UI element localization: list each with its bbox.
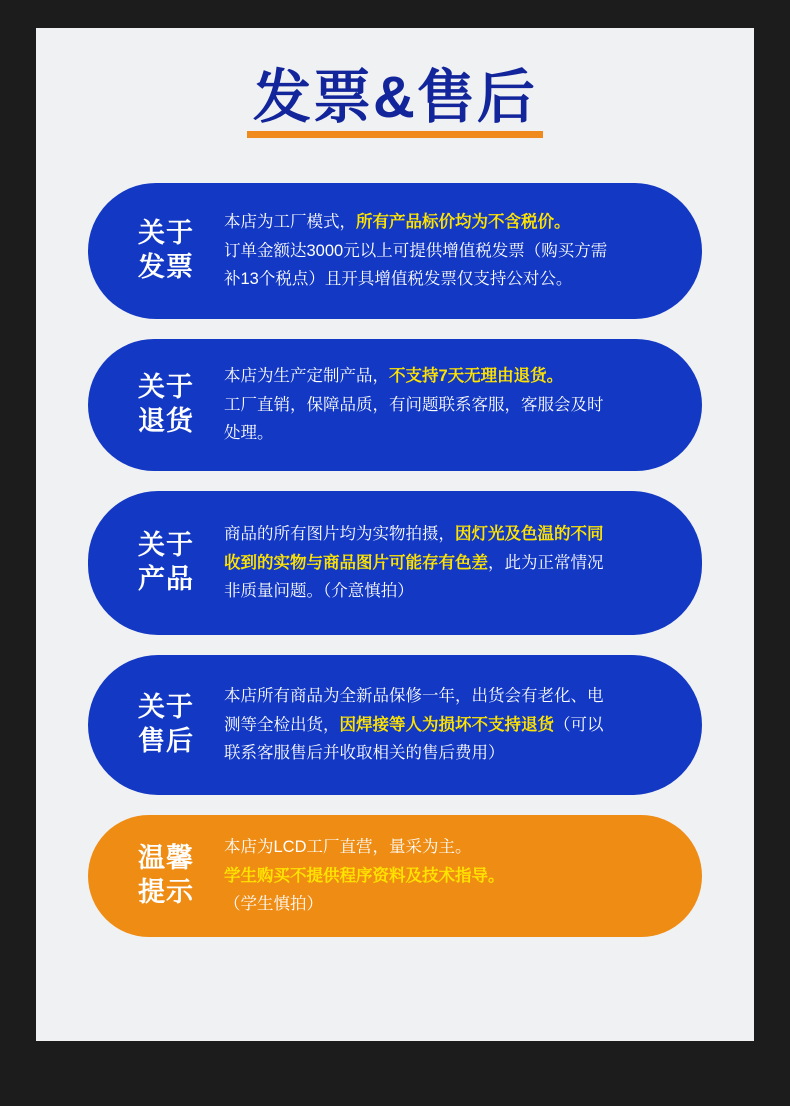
section-row <box>88 815 702 937</box>
body-run: 不支持7天无理由退货。 <box>389 367 564 386</box>
body-run: 本店所有商品为全新品保修一年，出货会有老化、电 <box>224 687 604 706</box>
body-run: 处理。 <box>224 424 274 443</box>
section-row <box>88 655 702 795</box>
section-label-line1: 关于 <box>138 530 194 561</box>
section-label <box>114 371 218 439</box>
body-run: 因灯光及色温的不同 <box>455 525 604 544</box>
section-label <box>114 529 218 597</box>
section-label-line2: 提示 <box>138 877 194 907</box>
page-title-wrap <box>36 65 754 138</box>
section-label-line2: 售后 <box>138 726 194 756</box>
page-title: 发票&售后 <box>247 68 543 138</box>
body-line <box>224 711 676 739</box>
body-run: 本店为生产定制产品， <box>224 367 389 386</box>
section-label-line1: 温馨 <box>138 843 194 874</box>
body-line <box>224 419 676 447</box>
section-list <box>88 183 702 957</box>
section-label-line2: 发票 <box>138 252 194 282</box>
section-body <box>218 682 678 767</box>
body-run: 测等全检出货， <box>224 715 340 734</box>
body-line <box>224 833 676 861</box>
section-label-line1: 关于 <box>138 218 194 249</box>
section-body <box>218 520 678 605</box>
body-run: 本店为工厂模式， <box>224 213 356 232</box>
content-card <box>36 28 754 1041</box>
body-line <box>224 520 676 548</box>
body-run: 本店为LCD工厂直营，量采为主。 <box>224 838 472 857</box>
body-line <box>224 265 676 293</box>
body-line <box>224 208 676 236</box>
body-line <box>224 890 676 918</box>
body-run: 工厂直销，保障品质，有问题联系客服，客服会及时 <box>224 395 604 414</box>
body-run: 收到的实物与商品图片可能存有色差 <box>224 553 488 572</box>
section-row <box>88 183 702 319</box>
section-label-line2: 产品 <box>138 564 194 594</box>
section-row <box>88 491 702 635</box>
section-label-line1: 关于 <box>138 692 194 723</box>
body-line <box>224 862 676 890</box>
body-line <box>224 577 676 605</box>
body-run: ，此为正常情况 <box>488 553 604 572</box>
section-label <box>114 842 218 910</box>
body-line <box>224 549 676 577</box>
section-body <box>218 833 678 918</box>
body-line <box>224 682 676 710</box>
body-run: （可以 <box>554 715 604 734</box>
body-run: （学生慎拍） <box>224 895 323 914</box>
body-run: 联系客服售后并收取相关的售后费用） <box>224 744 505 763</box>
section-body <box>218 362 678 447</box>
section-label-line1: 关于 <box>138 372 194 403</box>
body-run: 商品的所有图片均为实物拍摄， <box>224 525 455 544</box>
body-line <box>224 237 676 265</box>
section-body <box>218 208 678 293</box>
body-run: 订单金额达3000元以上可提供增值税发票（购买方需 <box>224 241 608 260</box>
body-line <box>224 739 676 767</box>
body-run: 所有产品标价均为不含税价。 <box>356 213 571 232</box>
body-line <box>224 391 676 419</box>
section-label <box>114 691 218 759</box>
body-line <box>224 362 676 390</box>
section-label-line2: 退货 <box>138 406 194 436</box>
body-run: 因焊接等人为损坏不支持退货 <box>339 715 554 734</box>
body-run: 补13个税点）且开具增值税发票仅支持公对公。 <box>224 270 573 289</box>
section-label <box>114 217 218 285</box>
body-run: 非质量问题。（介意慎拍） <box>224 582 414 601</box>
body-run: 学生购买不提供程序资料及技术指导。 <box>224 866 505 885</box>
section-row <box>88 339 702 471</box>
